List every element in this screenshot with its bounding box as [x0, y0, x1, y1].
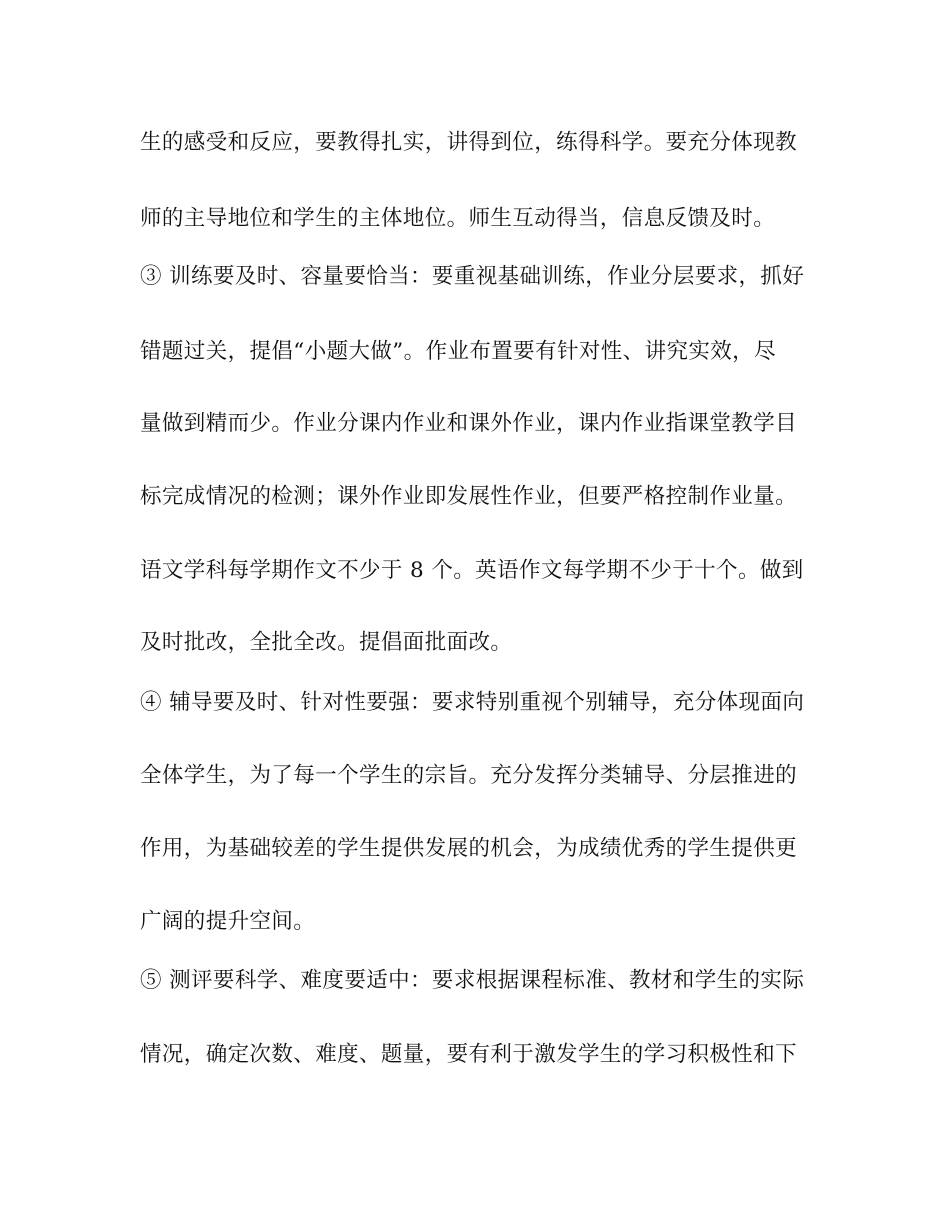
text-line: 及时批改，全批全改。提倡面批面改。 — [140, 630, 513, 655]
text-line: ③ 训练要及时、容量要恰当：要重视基础训练，作业分层要求，抓好 — [140, 264, 805, 289]
text-line: 量做到精而少。作业分课内作业和课外作业，课内作业指课堂教学目 — [140, 411, 798, 436]
text-line: 错题过关，提倡“小题大做”。作业布置要有针对性、讲究实效，尽 — [140, 339, 776, 364]
text-line: ④ 辅导要及时、针对性要强：要求特别重视个别辅导，充分体现面向 — [140, 690, 805, 715]
text-line: 作用，为基础较差的学生提供发展的机会，为成绩优秀的学生提供更 — [140, 836, 798, 861]
text-line: 全体学生，为了每一个学生的宗旨。充分发挥分类辅导、分层推进的 — [140, 763, 798, 788]
text-line: 语文学科每学期作文不少于 8 个。英语作文每学期不少于十个。做到 — [140, 558, 804, 583]
text-line: 标完成情况的检测；课外作业即发展性作业，但要严格控制作业量。 — [140, 484, 798, 509]
text-line: 情况，确定次数、难度、题量，要有利于激发学生的学习积极性和下 — [140, 1042, 798, 1067]
text-line: 师的主导地位和学生的主体地位。师生互动得当，信息反馈及时。 — [140, 206, 776, 231]
text-line: ⑤ 测评要科学、难度要适中：要求根据课程标准、教材和学生的实际 — [140, 968, 805, 993]
text-line: 广阔的提升空间。 — [140, 909, 316, 934]
text-line: 生的感受和反应，要教得扎实，讲得到位，练得科学。要充分体现教 — [140, 130, 798, 155]
